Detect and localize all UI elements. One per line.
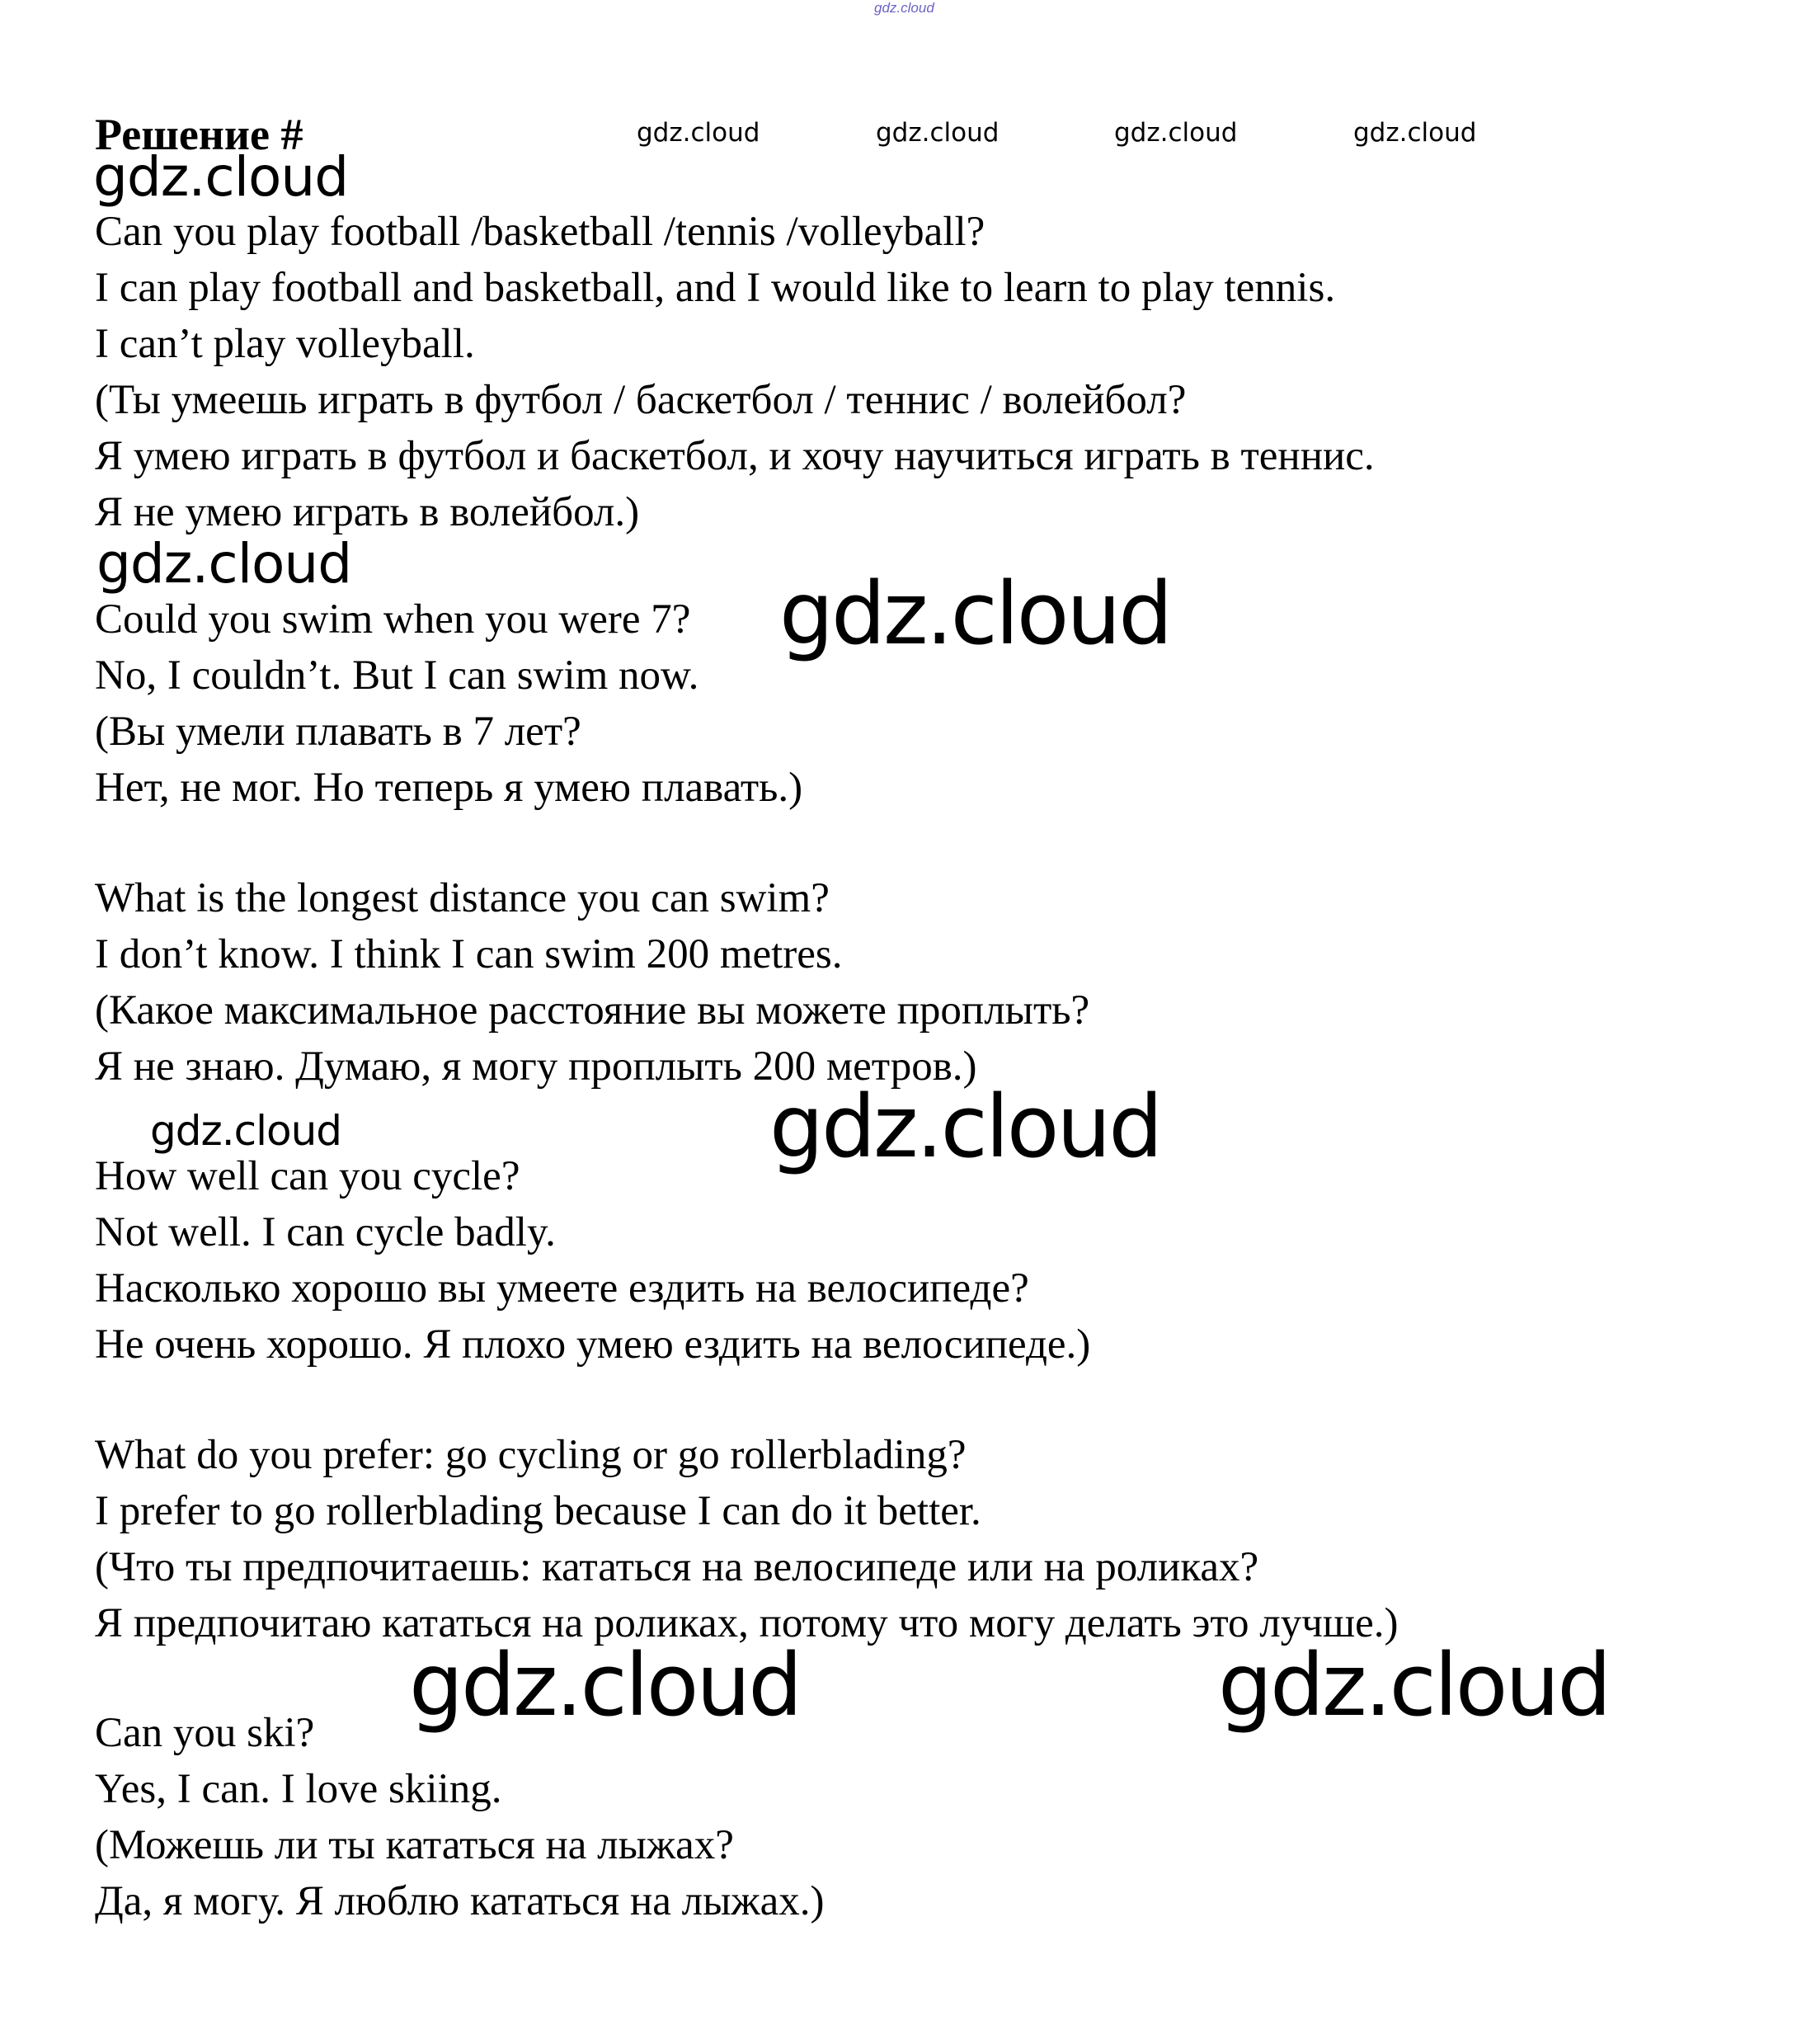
watermark: gdz.cloud — [1353, 118, 1477, 148]
text-line: Насколько хорошо вы умеете ездить на велосипеде? — [95, 1265, 1029, 1312]
text-line: Я не знаю. Думаю, я могу проплыть 200 метров.) — [95, 1043, 977, 1090]
text-line: I can’t play volleyball. — [95, 321, 475, 367]
watermark: gdz.cloud — [779, 563, 1171, 664]
text-line: I prefer to go rollerblading because I can do it better. — [95, 1488, 981, 1534]
text-line: Can you ski? — [95, 1710, 315, 1756]
watermark: gdz.cloud — [769, 1076, 1161, 1177]
text-line: Я умею играть в футбол и баскетбол, и хочу научиться играть в теннис. — [95, 433, 1375, 479]
text-line: (Вы умели плавать в 7 лет? — [95, 709, 581, 755]
text-line: (Ты умеешь играть в футбол / баскетбол / теннис / волейбол? — [95, 377, 1187, 423]
text-line: Could you swim when you were 7? — [95, 596, 691, 643]
watermark: gdz.cloud — [409, 1635, 801, 1736]
text-line: Yes, I can. I love skiing. — [95, 1766, 502, 1812]
text-line: Not well. I can cycle badly. — [95, 1209, 556, 1255]
text-line: Нет, не мог. Но теперь я умею плавать.) — [95, 765, 803, 811]
watermark: gdz.cloud — [637, 118, 760, 148]
top-watermark: gdz.cloud — [874, 0, 934, 16]
text-line: (Что ты предпочитаешь: кататься на велосипеде или на роликах? — [95, 1544, 1259, 1590]
watermark: gdz.cloud — [1114, 118, 1238, 148]
text-line: (Можешь ли ты кататься на лыжах? — [95, 1822, 734, 1868]
text-line: Да, я могу. Я люблю кататься на лыжах.) — [95, 1878, 825, 1924]
watermark: gdz.cloud — [150, 1107, 342, 1155]
text-line: No, I couldn’t. But I can swim now. — [95, 652, 699, 699]
text-line: I don’t know. I think I can swim 200 metres. — [95, 931, 843, 977]
watermark: gdz.cloud — [876, 118, 1000, 148]
watermark: gdz.cloud — [96, 532, 352, 596]
text-line: Не очень хорошо. Я плохо умею ездить на велосипеде.) — [95, 1321, 1091, 1368]
text-line: (Какое максимальное расстояние вы можете проплыть? — [95, 987, 1090, 1034]
text-line: I can play football and basketball, and I would like to learn to play tennis. — [95, 265, 1336, 311]
text-line: Я предпочитаю кататься на роликах, потому что могу делать это лучше.) — [95, 1600, 1399, 1646]
text-line: What is the longest distance you can swim? — [95, 875, 830, 921]
text-line: Can you play football /basketball /tennis /volleyball? — [95, 209, 985, 255]
text-line: What do you prefer: go cycling or go rollerblading? — [95, 1432, 967, 1478]
solution-heading: Решение # — [95, 110, 303, 159]
text-line: How well can you cycle? — [95, 1153, 520, 1199]
watermark: gdz.cloud — [93, 145, 349, 209]
text-line: Я не умею играть в волейбол.) — [95, 489, 640, 535]
watermark: gdz.cloud — [1218, 1635, 1610, 1736]
